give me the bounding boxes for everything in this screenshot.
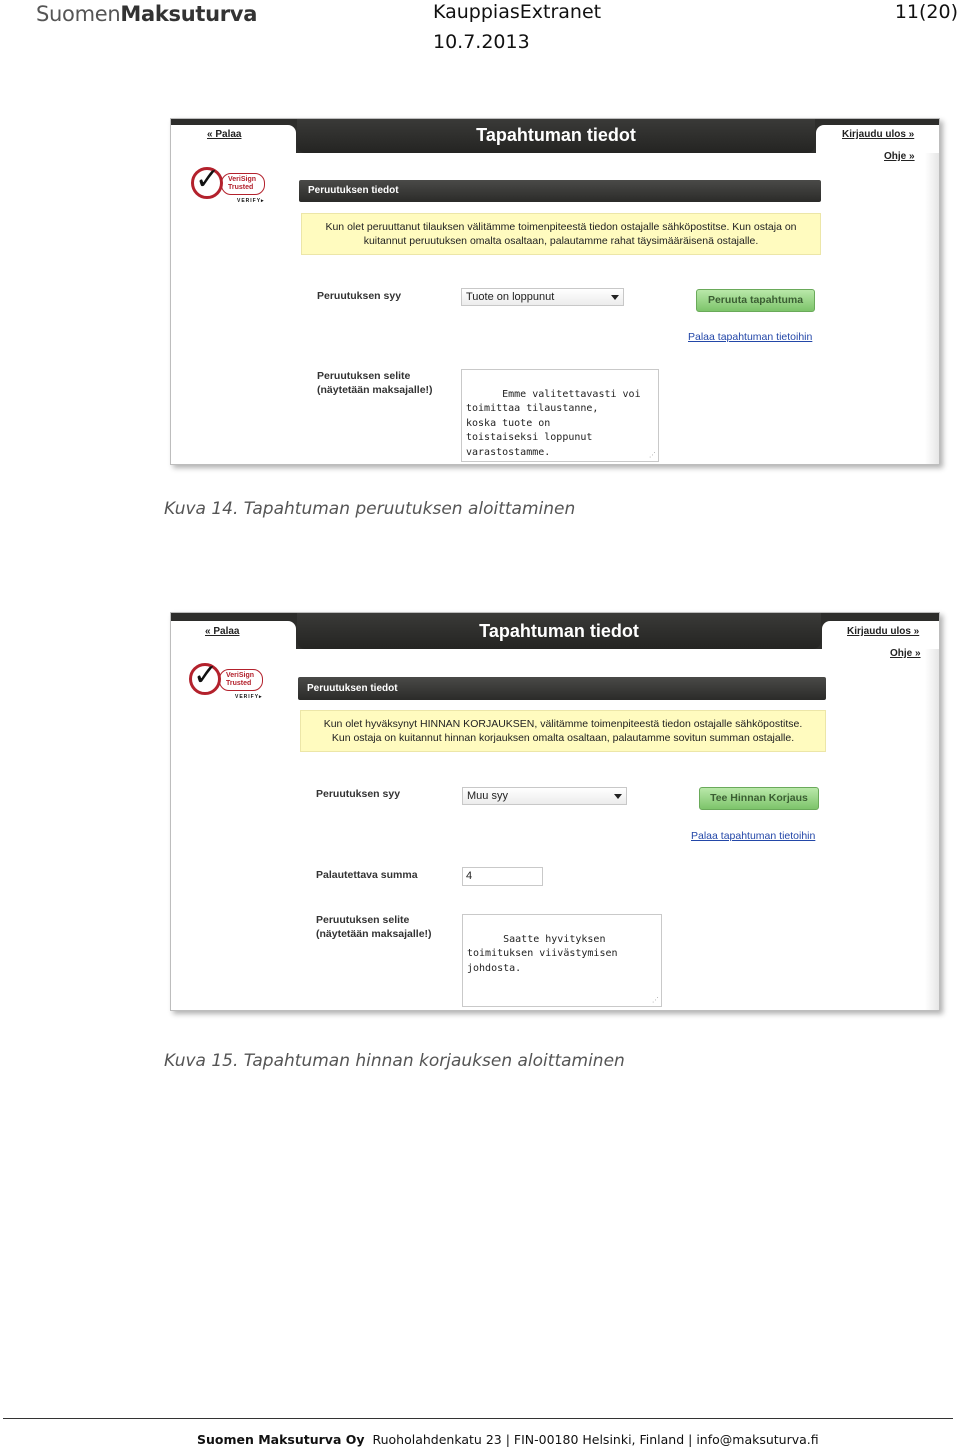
verisign-line1: VeriSign: [228, 176, 257, 183]
return-to-details-link[interactable]: Palaa tapahtuman tietoihin: [688, 331, 813, 343]
page-title: Tapahtuman tiedot: [297, 119, 815, 153]
company-logo: [36, 2, 257, 26]
notice-line-2: Kun ostaja on kuitannut hinnan korjauksen omalta osaltaan, palautamme sovitun summan ostajalle.: [331, 732, 795, 744]
description-label-line-1: Peruutuksen selite: [317, 370, 411, 382]
reason-label: Peruutuksen syy: [316, 788, 401, 800]
verisign-label: [219, 669, 263, 691]
price-correction-button[interactable]: Tee Hinnan Korjaus: [699, 787, 819, 810]
footer-address: Ruoholahdenkatu 23 | FIN-00180 Helsinki, Finland | info@maksuturva.fi: [372, 1432, 819, 1447]
dropdown-arrow-icon: [614, 794, 622, 799]
description-label: [316, 913, 432, 941]
verisign-badge[interactable]: [191, 163, 269, 205]
screenshot-price-correction: [170, 612, 940, 1011]
page-title: Tapahtuman tiedot: [297, 613, 821, 649]
logo-text-light: Suomen: [36, 2, 121, 26]
reason-select-value: Muu syy: [467, 790, 508, 802]
notice-line-2: kuitannut peruutuksen omalta osaltaan, palautamme rahat täysimääräisenä ostajalle.: [363, 235, 759, 247]
footer: [197, 1432, 819, 1447]
verisign-label: [221, 173, 265, 195]
reason-select[interactable]: [462, 787, 627, 805]
section-header: Peruutuksen tiedot: [299, 180, 821, 202]
description-text: Emme valitettavasti voi toimittaa tilaustanne, koska tuote on toistaiseksi loppunut varastostamme.: [466, 388, 641, 458]
resize-grip-icon[interactable]: ⋰: [649, 451, 656, 459]
logout-link[interactable]: Kirjaudu ulos »: [847, 626, 920, 637]
footer-company: Suomen Maksuturva Oy: [197, 1432, 365, 1447]
checkmark-icon: ✓: [195, 162, 221, 197]
notice-line-1: Kun olet peruuttanut tilauksen välitämme toimenpiteestä tiedon ostajalle sähköpostitse. Kun ostaja on: [325, 221, 797, 233]
notice-line-1: Kun olet hyväksynyt HINNAN KORJAUKSEN, välitämme toimenpiteestä tiedon ostajalle sähköpostitse.: [323, 718, 803, 730]
help-link[interactable]: Ohje »: [884, 151, 915, 162]
document-title: KauppiasExtranet: [433, 1, 602, 23]
description-label-line-1: Peruutuksen selite: [316, 914, 410, 926]
cancel-transaction-button[interactable]: Peruuta tapahtuma: [696, 289, 815, 312]
figure-caption-14: Kuva 14. Tapahtuman peruutuksen aloittaminen: [164, 499, 576, 519]
figure-caption-15: Kuva 15. Tapahtuman hinnan korjauksen aloittaminen: [164, 1051, 625, 1071]
verisign-verify: VERIFY▸: [235, 694, 263, 700]
verisign-line2: Trusted: [226, 680, 252, 687]
amount-input[interactable]: 4: [462, 867, 543, 886]
info-notice: [301, 213, 821, 255]
dropdown-arrow-icon: [611, 295, 619, 300]
footer-divider: [3, 1418, 953, 1419]
description-text: Saatte hyvityksen toimituksen viivästymisen johdosta.: [467, 933, 618, 974]
amount-label: Palautettava summa: [316, 869, 418, 881]
verisign-line2: Trusted: [228, 184, 254, 191]
logo-text-bold: Maksuturva: [120, 2, 258, 26]
verisign-line1: VeriSign: [226, 672, 255, 679]
document-date: 10.7.2013: [433, 31, 530, 53]
reason-select[interactable]: [461, 288, 624, 306]
frame-shade: [925, 613, 939, 1010]
back-link[interactable]: « Palaa: [207, 129, 242, 140]
page-number: 11(20): [894, 1, 958, 23]
help-link[interactable]: Ohje »: [890, 648, 921, 659]
reason-select-value: Tuote on loppunut: [466, 291, 555, 303]
reason-label: Peruutuksen syy: [317, 290, 402, 302]
verisign-verify: VERIFY▸: [237, 198, 265, 204]
description-label: [317, 369, 433, 397]
return-to-details-link[interactable]: Palaa tapahtuman tietoihin: [691, 830, 816, 842]
screenshot-cancel: [170, 118, 940, 465]
checkmark-icon: ✓: [193, 658, 219, 693]
description-textarea[interactable]: [461, 369, 659, 462]
frame-shade: [925, 119, 939, 464]
verisign-badge[interactable]: [189, 659, 267, 701]
description-label-line-2: (näytetään maksajalle!): [316, 928, 432, 940]
section-header: Peruutuksen tiedot: [298, 677, 826, 700]
logout-link[interactable]: Kirjaudu ulos »: [842, 129, 915, 140]
description-textarea[interactable]: [462, 914, 662, 1007]
resize-grip-icon[interactable]: ⋰: [652, 996, 659, 1004]
info-notice: [300, 710, 826, 752]
description-label-line-2: (näytetään maksajalle!): [317, 384, 433, 396]
back-link[interactable]: « Palaa: [205, 626, 240, 637]
